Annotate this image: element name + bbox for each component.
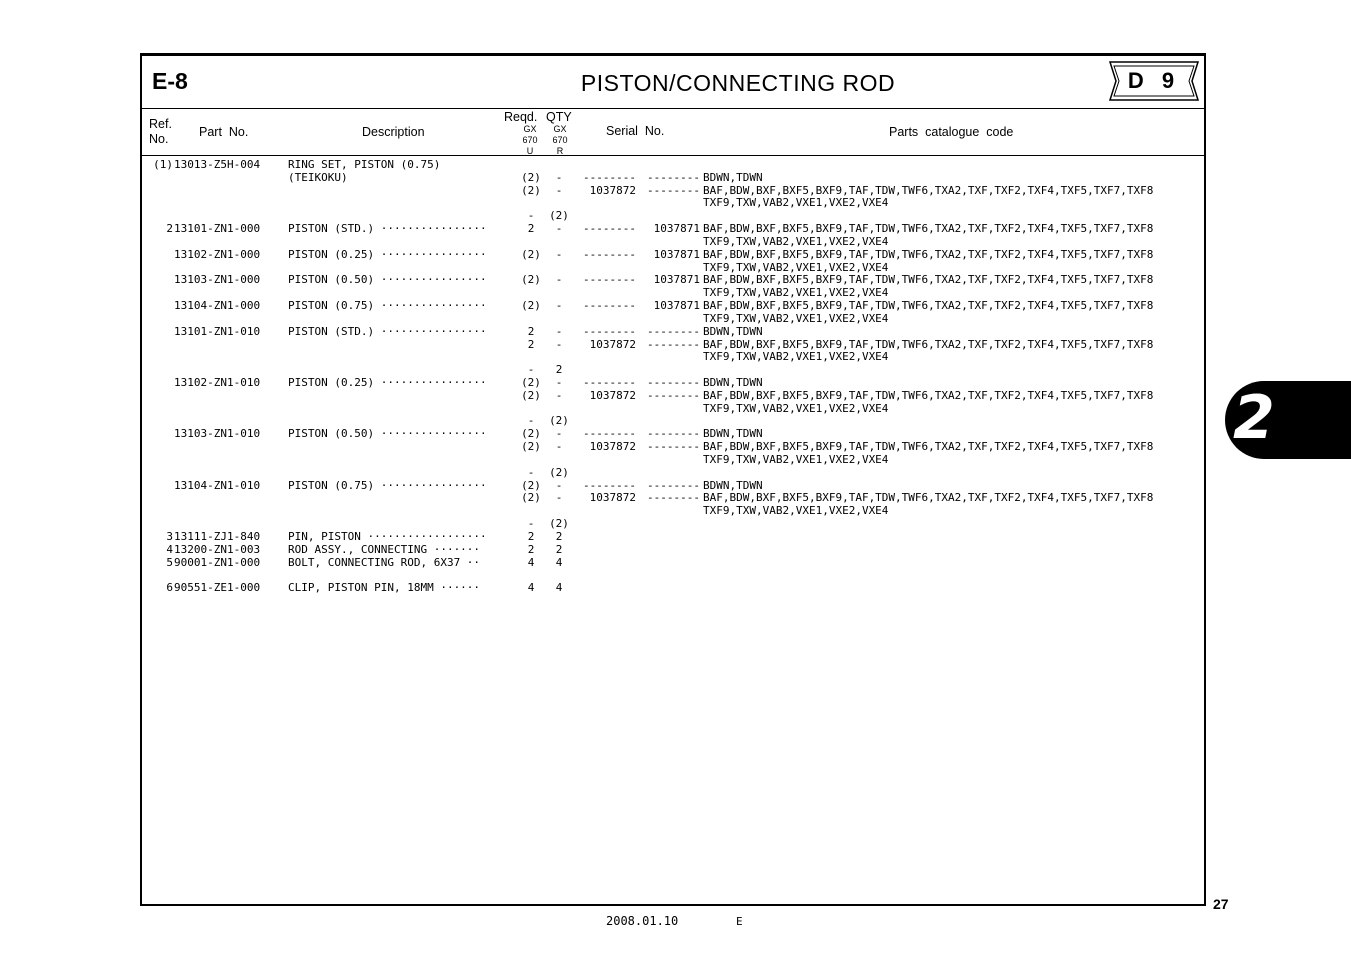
row-qty-r: -: [555, 184, 563, 197]
parts-frame: [140, 53, 1206, 906]
row-qty-r: -: [555, 389, 563, 402]
row-serial-to: 1037871: [653, 273, 700, 286]
row-serial-to: 1037871: [653, 299, 700, 312]
row-catalogue-code: BDWN,TDWN: [703, 325, 763, 338]
row-catalogue-code: TXF9,TXW,VAB2,VXE1,VXE2,VXE4: [703, 196, 889, 209]
footer-date: 2008.01.10: [606, 914, 679, 928]
row-qty-u: (2): [521, 389, 541, 402]
row-ref: 2: [166, 222, 173, 235]
row-catalogue-code: BAF,BDW,BXF,BXF5,BXF9,TAF,TDW,TWF6,TXA2,TXF,TXF2,TXF4,TXF5,TXF7,TXF8: [703, 440, 1154, 453]
row-part-no: 13101-ZN1-010: [174, 325, 261, 338]
row-qty-u: (2): [521, 248, 541, 261]
col-u: GX 670 U: [522, 124, 538, 156]
row-catalogue-code: BAF,BDW,BXF,BXF5,BXF9,TAF,TDW,TWF6,TXA2,TXF,TXF2,TXF4,TXF5,TXF7,TXF8: [703, 338, 1154, 351]
row-catalogue-code: BDWN,TDWN: [703, 427, 763, 440]
row-qty-r: -: [555, 427, 563, 440]
row-qty-r: (2): [549, 466, 569, 479]
row-description: PISTON (0.50) ················: [288, 273, 487, 286]
row-qty-u: 4: [527, 581, 535, 594]
title-row: [142, 56, 1204, 109]
row-description: (TEIKOKU): [288, 171, 348, 184]
row-description: PISTON (0.50) ················: [288, 427, 487, 440]
col-part-no: Part No.: [199, 125, 249, 139]
row-part-no: 13102-ZN1-010: [174, 376, 261, 389]
row-qty-u: 2: [527, 325, 535, 338]
row-serial-to: --------: [647, 427, 700, 440]
row-description: PIN, PISTON ··················: [288, 530, 487, 543]
row-description: PISTON (0.75) ················: [288, 299, 487, 312]
row-qty-u: 2: [527, 222, 535, 235]
row-description: PISTON (STD.) ················: [288, 222, 487, 235]
row-qty-r: -: [555, 273, 563, 286]
row-qty-u: -: [527, 209, 535, 222]
row-ref: (1): [153, 158, 173, 171]
row-qty-r: -: [555, 171, 563, 184]
row-qty-u: 2: [527, 543, 535, 556]
row-catalogue-code: BAF,BDW,BXF,BXF5,BXF9,TAF,TDW,TWF6,TXA2,TXF,TXF2,TXF4,TXF5,TXF7,TXF8: [703, 273, 1154, 286]
row-qty-u: 2: [527, 338, 535, 351]
row-serial-to: --------: [647, 491, 700, 504]
page-title: PISTON/CONNECTING ROD: [580, 70, 896, 96]
row-qty-u: (2): [521, 491, 541, 504]
row-part-no: 90001-ZN1-000: [174, 556, 261, 569]
col-ref: Ref. No.: [149, 117, 172, 146]
section-code: E-8: [152, 68, 188, 94]
row-qty-r: -: [555, 299, 563, 312]
row-part-no: 13104-ZN1-010: [174, 479, 261, 492]
row-part-no: 13104-ZN1-000: [174, 299, 261, 312]
row-serial-to: --------: [647, 338, 700, 351]
row-catalogue-code: TXF9,TXW,VAB2,VXE1,VXE2,VXE4: [703, 286, 889, 299]
row-qty-u: (2): [521, 273, 541, 286]
row-qty-u: (2): [521, 376, 541, 389]
row-catalogue-code: BDWN,TDWN: [703, 376, 763, 389]
row-catalogue-code: TXF9,TXW,VAB2,VXE1,VXE2,VXE4: [703, 504, 889, 517]
row-catalogue-code: BAF,BDW,BXF,BXF5,BXF9,TAF,TDW,TWF6,TXA2,TXF,TXF2,TXF4,TXF5,TXF7,TXF8: [703, 299, 1154, 312]
row-serial-to: --------: [647, 184, 700, 197]
row-qty-r: 4: [555, 581, 563, 594]
row-part-no: 13102-ZN1-000: [174, 248, 261, 261]
row-catalogue-code: TXF9,TXW,VAB2,VXE1,VXE2,VXE4: [703, 261, 889, 274]
row-qty-u: 2: [527, 530, 535, 543]
row-qty-r: -: [555, 325, 563, 338]
row-catalogue-code: TXF9,TXW,VAB2,VXE1,VXE2,VXE4: [703, 350, 889, 363]
row-qty-r: 2: [555, 363, 563, 376]
row-part-no: 13103-ZN1-010: [174, 427, 261, 440]
footer-code: E: [736, 915, 743, 928]
row-catalogue-code: BDWN,TDWN: [703, 171, 763, 184]
row-qty-u: (2): [521, 171, 541, 184]
row-qty-r: -: [555, 440, 563, 453]
row-description: RING SET, PISTON (0.75): [288, 158, 441, 171]
row-catalogue-code: BAF,BDW,BXF,BXF5,BXF9,TAF,TDW,TWF6,TXA2,TXF,TXF2,TXF4,TXF5,TXF7,TXF8: [703, 491, 1154, 504]
row-qty-u: -: [527, 466, 535, 479]
row-ref: 6: [166, 581, 173, 594]
model-badge: [1108, 60, 1200, 102]
row-serial-from: 1037872: [589, 389, 636, 402]
row-qty-u: -: [527, 363, 535, 376]
row-qty-u: -: [527, 414, 535, 427]
row-serial-to: 1037871: [653, 248, 700, 261]
row-qty-r: -: [555, 338, 563, 351]
row-serial-from: --------: [583, 479, 636, 492]
row-catalogue-code: BAF,BDW,BXF,BXF5,BXF9,TAF,TDW,TWF6,TXA2,TXF,TXF2,TXF4,TXF5,TXF7,TXF8: [703, 389, 1154, 402]
row-qty-u: -: [527, 517, 535, 530]
col-description: Description: [362, 125, 425, 139]
row-serial-to: --------: [647, 479, 700, 492]
row-qty-r: 4: [555, 556, 563, 569]
row-qty-u: (2): [521, 479, 541, 492]
row-description: CLIP, PISTON PIN, 18MM ······: [288, 581, 481, 594]
badge-label: D 9: [1127, 68, 1181, 93]
row-serial-from: --------: [583, 376, 636, 389]
row-qty-r: 2: [555, 543, 563, 556]
row-serial-from: 1037872: [589, 491, 636, 504]
col-reqd: Reqd.: [504, 110, 538, 124]
row-serial-from: 1037872: [589, 184, 636, 197]
row-catalogue-code: BDWN,TDWN: [703, 479, 763, 492]
row-catalogue-code: TXF9,TXW,VAB2,VXE1,VXE2,VXE4: [703, 453, 889, 466]
row-description: PISTON (0.25) ················: [288, 248, 487, 261]
row-qty-r: -: [555, 248, 563, 261]
row-serial-from: 1037872: [589, 440, 636, 453]
row-description: PISTON (0.75) ················: [288, 479, 487, 492]
row-ref: 4: [166, 543, 173, 556]
row-serial-from: --------: [583, 171, 636, 184]
row-qty-r: (2): [549, 209, 569, 222]
row-ref: 3: [166, 530, 173, 543]
col-catalogue: Parts catalogue code: [889, 125, 1014, 139]
row-serial-to: --------: [647, 376, 700, 389]
row-serial-from: --------: [583, 325, 636, 338]
section-tab-label: 2: [1233, 383, 1275, 453]
col-qty: QTY: [546, 110, 572, 124]
row-part-no: 13101-ZN1-000: [174, 222, 261, 235]
row-description: PISTON (STD.) ················: [288, 325, 487, 338]
row-qty-u: (2): [521, 299, 541, 312]
row-catalogue-code: BAF,BDW,BXF,BXF5,BXF9,TAF,TDW,TWF6,TXA2,TXF,TXF2,TXF4,TXF5,TXF7,TXF8: [703, 184, 1154, 197]
row-catalogue-code: BAF,BDW,BXF,BXF5,BXF9,TAF,TDW,TWF6,TXA2,TXF,TXF2,TXF4,TXF5,TXF7,TXF8: [703, 222, 1154, 235]
row-part-no: 13103-ZN1-000: [174, 273, 261, 286]
row-catalogue-code: TXF9,TXW,VAB2,VXE1,VXE2,VXE4: [703, 312, 889, 325]
column-header: [142, 109, 1204, 156]
row-ref: 5: [166, 556, 173, 569]
row-part-no: 90551-ZE1-000: [174, 581, 261, 594]
row-serial-from: --------: [583, 222, 636, 235]
row-serial-from: --------: [583, 273, 636, 286]
row-serial-to: 1037871: [653, 222, 700, 235]
section-tab: [1225, 381, 1351, 459]
row-serial-from: --------: [583, 248, 636, 261]
row-serial-to: --------: [647, 171, 700, 184]
row-catalogue-code: BAF,BDW,BXF,BXF5,BXF9,TAF,TDW,TWF6,TXA2,TXF,TXF2,TXF4,TXF5,TXF7,TXF8: [703, 248, 1154, 261]
row-serial-to: --------: [647, 440, 700, 453]
row-part-no: 13200-ZN1-003: [174, 543, 261, 556]
row-serial-from: --------: [583, 299, 636, 312]
row-qty-r: (2): [549, 414, 569, 427]
row-qty-r: 2: [555, 530, 563, 543]
row-qty-r: -: [555, 222, 563, 235]
col-r: GX 670 R: [552, 124, 568, 156]
row-catalogue-code: TXF9,TXW,VAB2,VXE1,VXE2,VXE4: [703, 402, 889, 415]
row-serial-to: --------: [647, 389, 700, 402]
row-qty-r: (2): [549, 517, 569, 530]
row-serial-from: 1037872: [589, 338, 636, 351]
row-part-no: 13111-ZJ1-840: [174, 530, 261, 543]
row-description: PISTON (0.25) ················: [288, 376, 487, 389]
row-qty-u: (2): [521, 440, 541, 453]
col-serial: Serial No.: [606, 124, 665, 138]
row-qty-u: 4: [527, 556, 535, 569]
row-description: BOLT, CONNECTING ROD, 6X37 ··: [288, 556, 481, 569]
row-qty-r: -: [555, 376, 563, 389]
row-description: ROD ASSY., CONNECTING ·······: [288, 543, 481, 556]
row-qty-r: -: [555, 491, 563, 504]
row-serial-from: --------: [583, 427, 636, 440]
row-part-no: 13013-Z5H-004: [174, 158, 261, 171]
row-serial-to: --------: [647, 325, 700, 338]
row-qty-r: -: [555, 479, 563, 492]
row-qty-u: (2): [521, 427, 541, 440]
page-number: 27: [1213, 896, 1229, 912]
row-qty-u: (2): [521, 184, 541, 197]
row-catalogue-code: TXF9,TXW,VAB2,VXE1,VXE2,VXE4: [703, 235, 889, 248]
